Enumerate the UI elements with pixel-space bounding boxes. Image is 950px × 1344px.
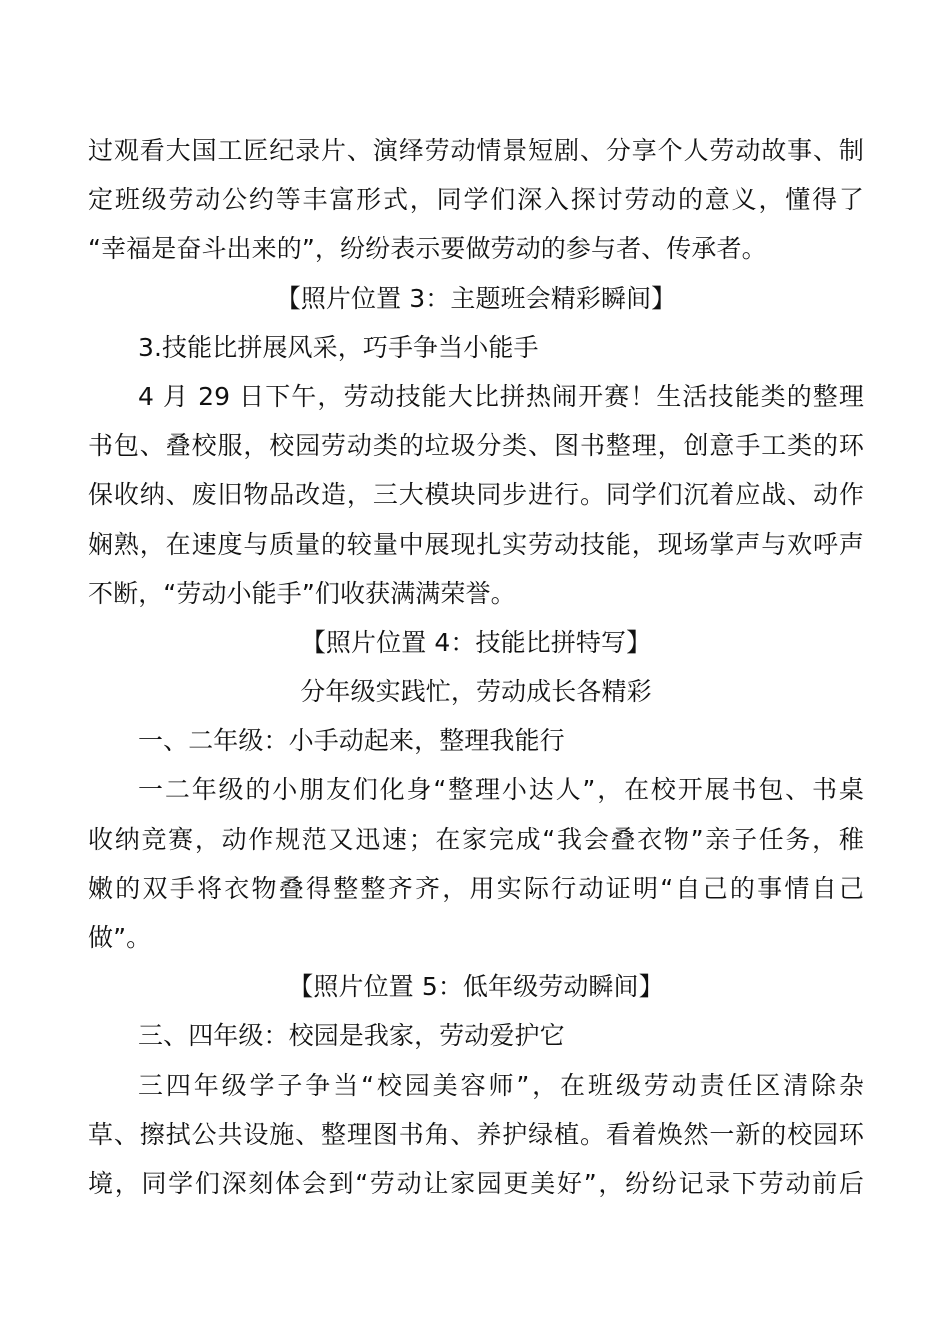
centered-caption-line: 【照片位置 4：技能比拼特写】: [300, 627, 652, 657]
document-body: [88, 126, 864, 1208]
paragraph-line: 定班级劳动公约等丰富形式，同学们深入探讨劳动的意义，懂得了: [88, 185, 864, 215]
section-heading-line: 一、二年级：小手动起来，整理我能行: [138, 726, 565, 756]
centered-caption-line: 【照片位置 3：主题班会精彩瞬间】: [275, 283, 677, 313]
paragraph-line: 做”。: [88, 923, 152, 952]
paragraph-line: 书包、叠校服，校园劳动类的垃圾分类、图书整理，创意手工类的环: [88, 431, 864, 461]
centered-caption-line: 分年级实践忙，劳动成长各精彩: [300, 677, 652, 707]
paragraph-line: 过观看大国工匠纪录片、演绎劳动情景短剧、分享个人劳动故事、制: [88, 136, 864, 165]
centered-caption-line: 【照片位置 5：低年级劳动瞬间】: [288, 972, 664, 1002]
paragraph-first-line: 一二年级的小朋友们化身“整理小达人”，在校开展书包、书桌: [138, 775, 864, 805]
paragraph-line: 收纳竞赛，动作规范又迅速；在家完成“我会叠衣物”亲子任务，稚: [88, 824, 864, 854]
paragraph-line: 嫩的双手将衣物叠得整整齐齐，用实际行动证明“自己的事情自己: [88, 873, 864, 903]
section-heading-line: 三、四年级：校园是我家，劳动爱护它: [138, 1021, 565, 1051]
paragraph-line: 草、擦拭公共设施、整理图书角、养护绿植。看着焕然一新的校园环: [88, 1119, 864, 1149]
paragraph-line: “幸福是奋斗出来的”，纷纷表示要做劳动的参与者、传承者。: [88, 234, 767, 264]
paragraph-line: 不断，“劳动小能手”们收获满满荣誉。: [88, 578, 516, 608]
paragraph-line: 境，同学们深刻体会到“劳动让家园更美好”，纷纷记录下劳动前后: [88, 1168, 864, 1198]
paragraph-first-line: 4 月 29 日下午，劳动技能大比拼热闹开赛！生活技能类的整理: [138, 381, 864, 411]
paragraph-line: 娴熟，在速度与质量的较量中展现扎实劳动技能，现场掌声与欢呼声: [88, 529, 864, 559]
section-heading-line: 3.技能比拼展风采，巧手争当小能手: [138, 332, 539, 362]
paragraph-line: 保收纳、废旧物品改造，三大模块同步进行。同学们沉着应战、动作: [88, 480, 864, 510]
paragraph-first-line: 三四年级学子争当“校园美容师”，在班级劳动责任区清除杂: [138, 1070, 864, 1100]
